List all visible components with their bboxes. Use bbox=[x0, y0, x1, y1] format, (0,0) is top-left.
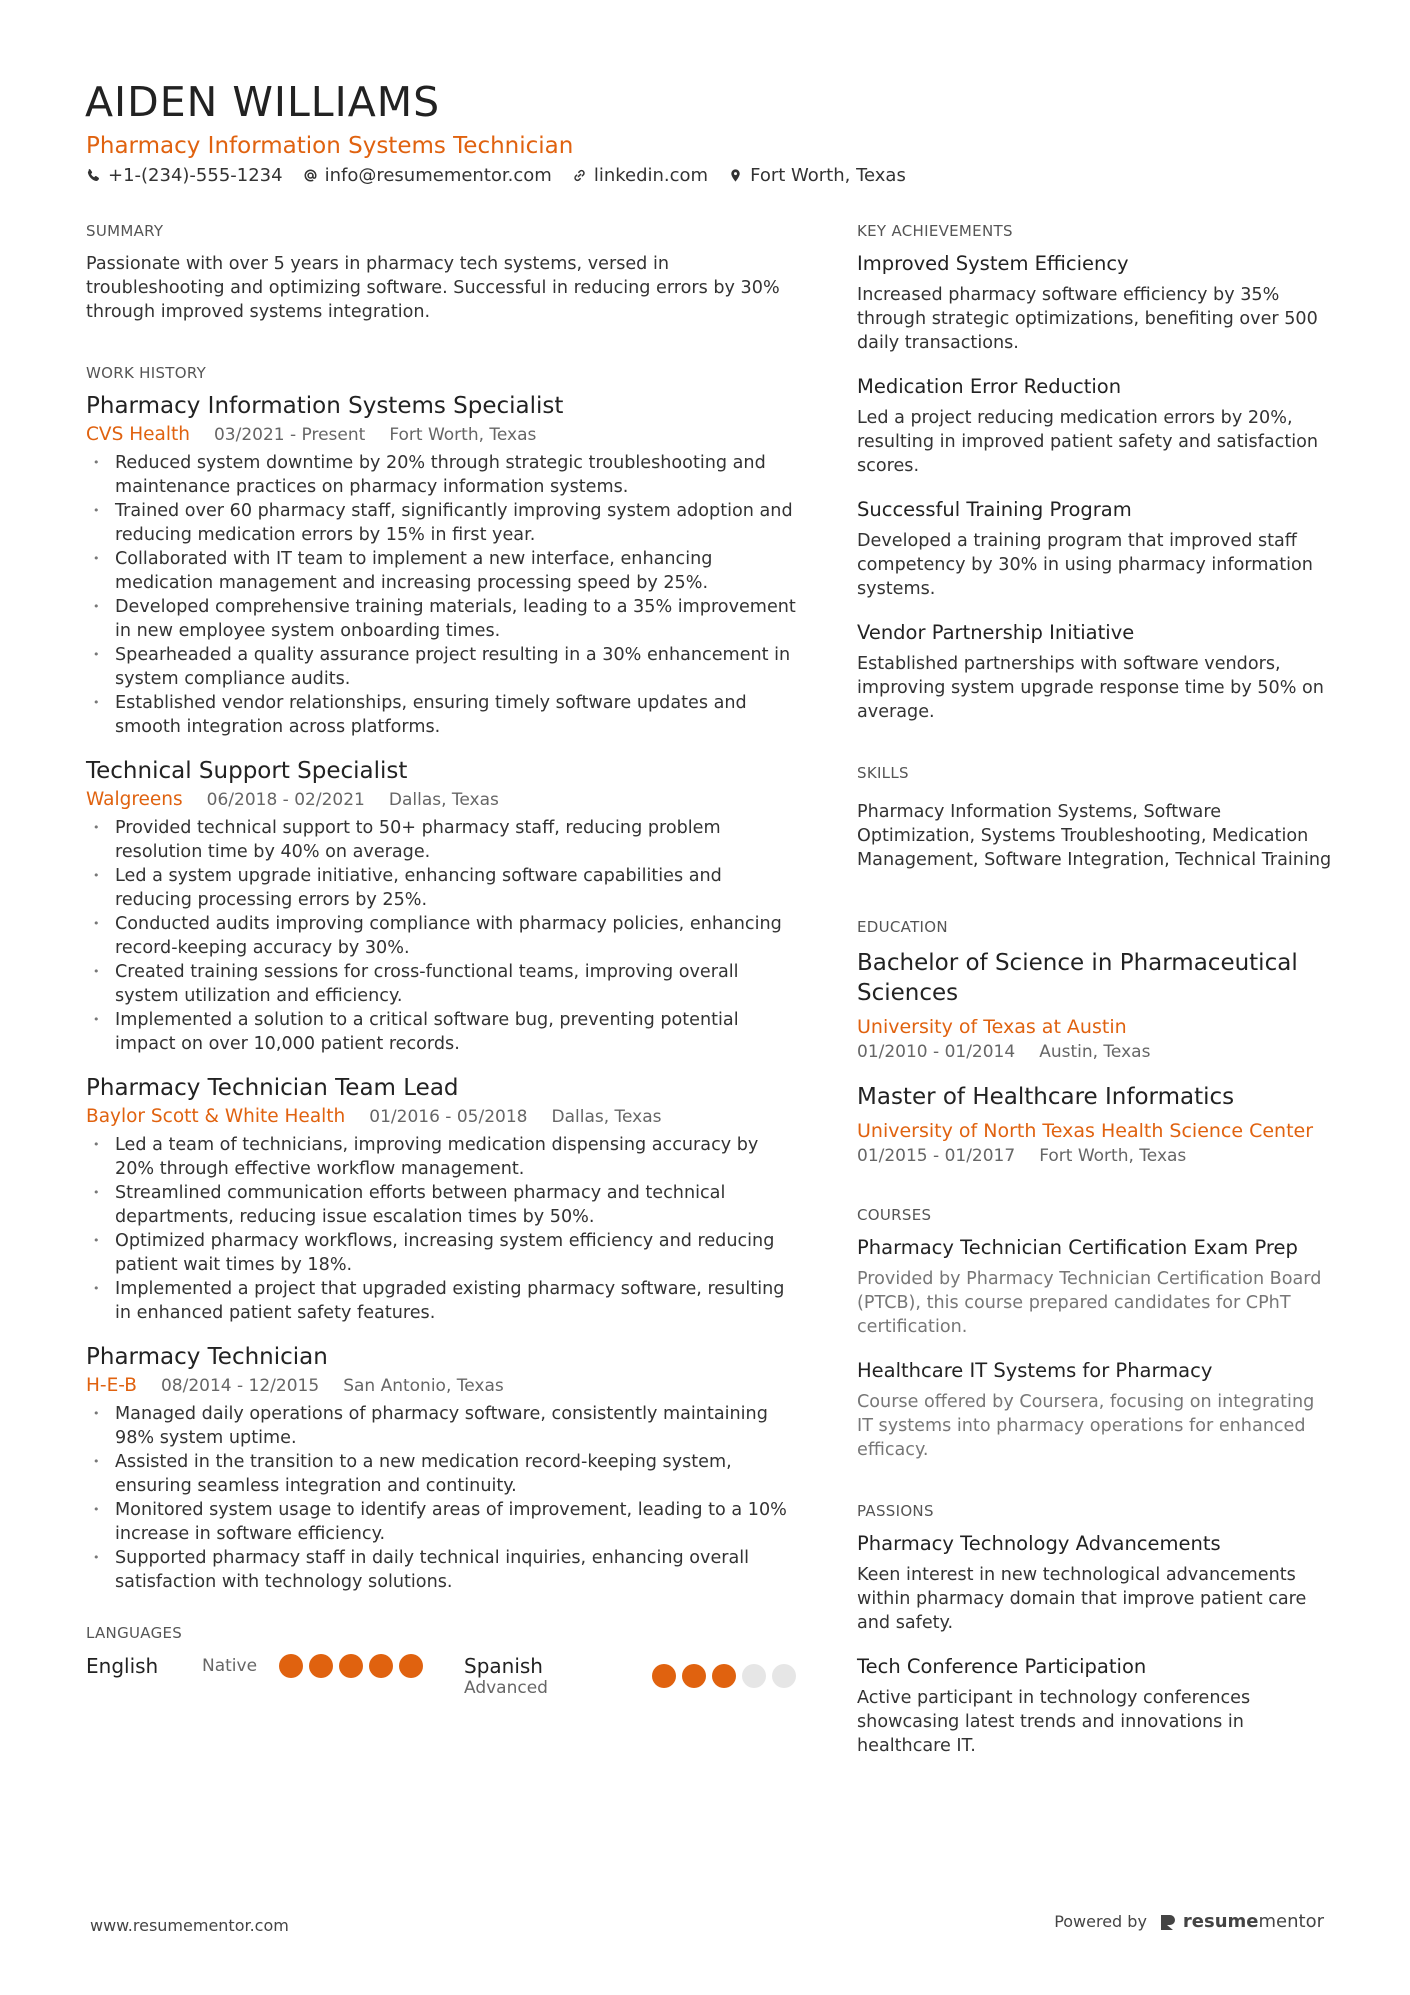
resumementor-logo[interactable] bbox=[1159, 1911, 1324, 1932]
education-school: University of North Texas Health Science Center bbox=[857, 1120, 1314, 1142]
job-entry bbox=[86, 1343, 801, 1594]
rating-dot-filled bbox=[369, 1654, 393, 1678]
job-dates: 08/2014 - 12/2015 bbox=[160, 1376, 320, 1396]
skills-heading: SKILLS bbox=[857, 764, 909, 782]
job-company: Baylor Scott & White Health bbox=[86, 1106, 346, 1127]
job-company: CVS Health bbox=[86, 424, 190, 445]
job-bullet: • Optimized pharmacy workflows, increasing system efficiency and reducing patient wait times by 18%. bbox=[86, 1229, 801, 1277]
job-location: Fort Worth, Texas bbox=[389, 425, 537, 445]
language-rating bbox=[652, 1664, 796, 1688]
education-school: University of Texas at Austin bbox=[857, 1016, 1127, 1038]
rating-dot-filled bbox=[339, 1654, 363, 1678]
job-title: Pharmacy Information Systems Specialist bbox=[86, 393, 564, 419]
job-bullet: • Supported pharmacy staff in daily technical inquiries, enhancing overall satisfaction with technology solutions. bbox=[86, 1546, 801, 1594]
candidate-title: Pharmacy Information Systems Technician bbox=[86, 133, 574, 159]
job-meta bbox=[86, 1106, 801, 1127]
skills-section bbox=[857, 764, 1335, 872]
job-bullet: • Trained over 60 pharmacy staff, significantly improving system adoption and reducing medication errors by 15% in first year. bbox=[86, 499, 801, 547]
job-entry bbox=[86, 392, 801, 739]
passions-heading: PASSIONS bbox=[857, 1502, 934, 1520]
languages-heading: LANGUAGES bbox=[86, 1624, 183, 1642]
job-bullet: • Implemented a project that upgraded existing pharmacy software, resulting in enhanced patient safety features. bbox=[86, 1277, 801, 1325]
rating-dot-filled bbox=[712, 1664, 736, 1688]
course-title: Healthcare IT Systems for Pharmacy bbox=[857, 1359, 1213, 1382]
summary-heading: SUMMARY bbox=[86, 222, 164, 240]
job-location: Dallas, Texas bbox=[388, 790, 499, 810]
job-title: Pharmacy Technician Team Lead bbox=[86, 1075, 459, 1101]
job-dates: 01/2016 - 05/2018 bbox=[369, 1107, 528, 1127]
course-text: Course offered by Coursera, focusing on integrating IT systems into pharmacy operations for enhanced efficacy. bbox=[857, 1392, 1315, 1460]
job-entry bbox=[86, 1074, 801, 1325]
location-text: Fort Worth, Texas bbox=[750, 165, 906, 186]
achievement-title: Successful Training Program bbox=[857, 498, 1132, 521]
location-pin-icon bbox=[728, 168, 743, 183]
education-location: Fort Worth, Texas bbox=[1039, 1146, 1187, 1166]
job-bullets bbox=[86, 1133, 801, 1325]
education-heading: EDUCATION bbox=[857, 918, 948, 936]
job-bullet: • Monitored system usage to identify areas of improvement, leading to a 10% increase in software efficiency. bbox=[86, 1498, 801, 1546]
languages-row bbox=[86, 1654, 801, 1698]
job-bullet: • Established vendor relationships, ensuring timely software updates and smooth integration across platforms. bbox=[86, 691, 801, 739]
job-title: Pharmacy Technician bbox=[86, 1344, 328, 1370]
resumementor-logo-icon bbox=[1159, 1913, 1177, 1931]
passion-text: Keen interest in new technological advancements within pharmacy domain that improve patient care and safety. bbox=[857, 1565, 1307, 1633]
summary-section bbox=[86, 222, 801, 324]
rating-dot-filled bbox=[309, 1654, 333, 1678]
education-meta bbox=[857, 1146, 1335, 1166]
phone-icon bbox=[86, 168, 101, 183]
contact-bar bbox=[86, 165, 906, 186]
contact-email[interactable] bbox=[303, 165, 552, 186]
achievement-item bbox=[857, 621, 1335, 724]
logo-text-bold: resume bbox=[1182, 1911, 1259, 1932]
course-text: Provided by Pharmacy Technician Certification Board (PTCB), this course prepared candidates for CPhT certification. bbox=[857, 1269, 1322, 1337]
footer-website[interactable]: www.resumementor.com bbox=[90, 1916, 289, 1935]
logo-text-light: mentor bbox=[1258, 1911, 1324, 1932]
education-item bbox=[857, 948, 1335, 1062]
achievement-item bbox=[857, 375, 1335, 478]
course-item bbox=[857, 1236, 1335, 1339]
education-meta bbox=[857, 1042, 1335, 1062]
job-dates: 06/2018 - 02/2021 bbox=[206, 790, 365, 810]
left-column bbox=[86, 222, 801, 1698]
achievement-title: Improved System Efficiency bbox=[857, 252, 1129, 275]
phone-text: +1-(234)-555-1234 bbox=[108, 165, 283, 186]
rating-dot-filled bbox=[652, 1664, 676, 1688]
skills-text: Pharmacy Information Systems, Software Optimization, Systems Troubleshooting, Medication Management, Software Integration, Technical Training bbox=[857, 802, 1332, 870]
right-column bbox=[857, 222, 1335, 1778]
contact-location bbox=[728, 165, 906, 186]
job-bullet: • Managed daily operations of pharmacy software, consistently maintaining 98% system uptime. bbox=[86, 1402, 801, 1450]
job-meta bbox=[86, 1375, 801, 1396]
education-section bbox=[857, 918, 1335, 1166]
footer-powered-by bbox=[1054, 1911, 1324, 1932]
job-dates: 03/2021 - Present bbox=[213, 425, 366, 445]
job-bullets bbox=[86, 816, 801, 1056]
job-meta bbox=[86, 424, 801, 445]
languages-section bbox=[86, 1624, 801, 1698]
achievements-section bbox=[857, 222, 1335, 724]
achievement-item bbox=[857, 498, 1335, 601]
job-bullet: • Created training sessions for cross-functional teams, improving overall system utilization and efficiency. bbox=[86, 960, 801, 1008]
passion-item bbox=[857, 1532, 1335, 1635]
job-meta bbox=[86, 789, 801, 810]
candidate-name: AIDEN WILLIAMS bbox=[85, 78, 441, 126]
contact-linkedin[interactable] bbox=[572, 165, 708, 186]
work-history-section bbox=[86, 364, 801, 1594]
course-title: Pharmacy Technician Certification Exam Prep bbox=[857, 1236, 1298, 1259]
link-icon bbox=[572, 168, 587, 183]
achievement-text: Developed a training program that improved staff competency by 30% in using pharmacy information systems. bbox=[857, 531, 1313, 599]
job-bullet: • Led a system upgrade initiative, enhancing software capabilities and reducing processing errors by 25%. bbox=[86, 864, 801, 912]
job-bullet: • Streamlined communication efforts between pharmacy and technical departments, reducing issue escalation times by 50%. bbox=[86, 1181, 801, 1229]
language-name: Spanish bbox=[464, 1654, 543, 1678]
job-bullet: • Collaborated with IT team to implement a new interface, enhancing medication management and increasing processing speed by 25%. bbox=[86, 547, 801, 595]
course-item bbox=[857, 1359, 1335, 1462]
achievement-title: Vendor Partnership Initiative bbox=[857, 621, 1135, 644]
education-dates: 01/2015 - 01/2017 bbox=[857, 1146, 1016, 1166]
job-bullet: • Reduced system downtime by 20% through strategic troubleshooting and maintenance practices on pharmacy information systems. bbox=[86, 451, 801, 499]
passion-item bbox=[857, 1655, 1335, 1758]
email-text: info@resumementor.com bbox=[324, 165, 552, 186]
at-icon bbox=[303, 168, 318, 183]
courses-section bbox=[857, 1206, 1335, 1462]
work-history-heading: WORK HISTORY bbox=[86, 364, 207, 382]
rating-dot-empty bbox=[772, 1664, 796, 1688]
language-name: English bbox=[86, 1654, 159, 1678]
achievement-text: Established partnerships with software vendors, improving system upgrade response time by 50% on average. bbox=[857, 654, 1324, 722]
education-item bbox=[857, 1082, 1335, 1166]
language-item bbox=[86, 1654, 464, 1678]
rating-dot-filled bbox=[279, 1654, 303, 1678]
courses-heading: COURSES bbox=[857, 1206, 932, 1224]
job-bullet: • Developed comprehensive training materials, leading to a 35% improvement in new employee system onboarding times. bbox=[86, 595, 801, 643]
job-location: San Antonio, Texas bbox=[343, 1376, 504, 1396]
job-bullet: • Conducted audits improving compliance with pharmacy policies, enhancing record-keeping accuracy by 30%. bbox=[86, 912, 801, 960]
achievement-text: Led a project reducing medication errors by 20%, resulting in improved patient safety and satisfaction scores. bbox=[857, 408, 1319, 476]
job-bullets bbox=[86, 1402, 801, 1594]
rating-dot-filled bbox=[399, 1654, 423, 1678]
passion-title: Tech Conference Participation bbox=[857, 1655, 1147, 1678]
education-degree: Master of Healthcare Informatics bbox=[857, 1084, 1235, 1110]
job-entry bbox=[86, 757, 801, 1056]
job-company: H-E-B bbox=[86, 1375, 137, 1396]
summary-text: Passionate with over 5 years in pharmacy tech systems, versed in troubleshooting and optimizing software. Successful in reducing errors by 30% through improved systems integration. bbox=[86, 254, 780, 322]
job-bullet: • Provided technical support to 50+ pharmacy staff, reducing problem resolution time by 40% on average. bbox=[86, 816, 801, 864]
achievement-title: Medication Error Reduction bbox=[857, 375, 1122, 398]
achievements-heading: KEY ACHIEVEMENTS bbox=[857, 222, 1013, 240]
rating-dot-empty bbox=[742, 1664, 766, 1688]
rating-dot-filled bbox=[682, 1664, 706, 1688]
achievement-item bbox=[857, 252, 1335, 355]
language-level: Native bbox=[202, 1656, 258, 1676]
job-title: Technical Support Specialist bbox=[86, 758, 408, 784]
job-bullet: • Implemented a solution to a critical software bug, preventing potential impact on over 10,000 patient records. bbox=[86, 1008, 801, 1056]
job-bullet: • Led a team of technicians, improving medication dispensing accuracy by 20% through effective workflow management. bbox=[86, 1133, 801, 1181]
language-text bbox=[464, 1654, 652, 1698]
job-bullet: • Spearheaded a quality assurance project resulting in a 30% enhancement in system compliance audits. bbox=[86, 643, 801, 691]
job-bullets bbox=[86, 451, 801, 739]
language-rating bbox=[279, 1654, 423, 1678]
education-dates: 01/2010 - 01/2014 bbox=[857, 1042, 1016, 1062]
job-bullet: • Assisted in the transition to a new medication record-keeping system, ensuring seamless integration and continuity. bbox=[86, 1450, 801, 1498]
powered-by-label: Powered by bbox=[1054, 1912, 1147, 1931]
achievement-text: Increased pharmacy software efficiency by 35% through strategic optimizations, benefiting over 500 daily transactions. bbox=[857, 285, 1318, 353]
job-company: Walgreens bbox=[86, 789, 183, 810]
passions-section bbox=[857, 1502, 1335, 1758]
contact-phone[interactable] bbox=[86, 165, 283, 186]
passion-text: Active participant in technology conferences showcasing latest trends and innovations in healthcare IT. bbox=[857, 1688, 1251, 1756]
education-degree: Bachelor of Science in Pharmaceutical Sciences bbox=[857, 950, 1298, 1006]
job-location: Dallas, Texas bbox=[551, 1107, 662, 1127]
education-location: Austin, Texas bbox=[1039, 1042, 1151, 1062]
language-item bbox=[464, 1654, 799, 1698]
linkedin-text: linkedin.com bbox=[593, 165, 709, 186]
language-level: Advanced bbox=[464, 1678, 548, 1698]
passion-title: Pharmacy Technology Advancements bbox=[857, 1532, 1221, 1555]
